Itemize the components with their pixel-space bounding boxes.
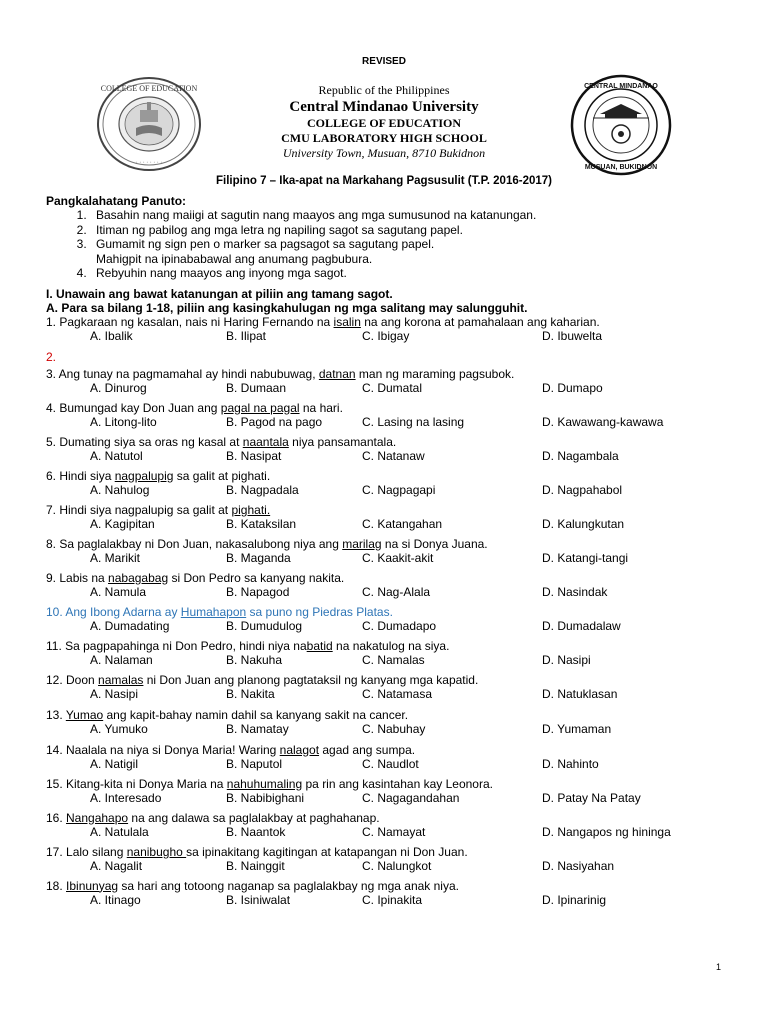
choice-d[interactable]: D. Nasiyahan: [542, 858, 615, 873]
answer-choices: [46, 893, 736, 907]
choice-b[interactable]: B. Napagod: [226, 584, 290, 599]
question-18: [46, 879, 736, 907]
question-list: [46, 315, 736, 907]
question-14: [46, 743, 736, 771]
question-stem: 12. Doon namalas ni Don Juan ang planong pagtataksil ng kanyang mga kapatid.: [46, 672, 479, 687]
question-3: [46, 367, 736, 395]
question-11: [46, 639, 736, 667]
choice-b[interactable]: B. Dumaan: [226, 380, 287, 395]
question-stem: 7. Hindi siya nagpalupig sa galit at pighati.: [46, 502, 271, 517]
college-name: COLLEGE OF EDUCATION: [306, 116, 462, 130]
instructions-heading: Pangkalahatang Panuto:: [46, 194, 187, 208]
section-heading: I. Unawain ang bawat katanungan at piliin ang tamang sagot.: [46, 286, 393, 301]
question-9: [46, 571, 736, 599]
choice-b[interactable]: B. Nabibighani: [226, 790, 305, 805]
choice-b[interactable]: B. Isiniwalat: [226, 892, 291, 907]
question-6: [46, 469, 736, 497]
answer-choices: [46, 585, 736, 599]
question-17: [46, 845, 736, 873]
choice-c[interactable]: C. Nag-Alala: [362, 584, 431, 599]
question-stem: 2.: [46, 349, 57, 364]
section-subheading: A. Para sa bilang 1-18, piliin ang kasingkahulugan ng mga salitang may salungguhit.: [46, 300, 528, 315]
choice-c[interactable]: C. Ibigay: [362, 328, 410, 343]
choice-d[interactable]: D. Kalungkutan: [542, 516, 625, 531]
question-stem: 8. Sa paglalakbay ni Don Juan, nakasalubong niya ang marilag na si Donya Juana.: [46, 536, 488, 551]
choice-b[interactable]: B. Nagpadala: [226, 482, 299, 497]
choice-a[interactable]: A. Nasipi: [90, 686, 139, 701]
choice-c[interactable]: C. Nalungkot: [362, 858, 432, 873]
answer-choices: [46, 791, 736, 805]
choice-b[interactable]: B. Naantok: [226, 824, 286, 839]
underlined-word: Humahapon: [180, 604, 247, 619]
choice-a[interactable]: A. Interesado: [90, 790, 162, 805]
underlined-word: isalin: [333, 314, 361, 329]
choice-d[interactable]: D. Nagambala: [542, 448, 619, 463]
instruction-item: 4. Rebyuhin nang maayos ang inyong mga sagot.: [90, 266, 736, 281]
question-5: [46, 435, 736, 463]
underlined-word: nalagot: [279, 742, 320, 757]
choice-c[interactable]: C. Dumadapo: [362, 618, 437, 633]
svg-text:COLLEGE OF EDUCATION: COLLEGE OF EDUCATION: [100, 84, 198, 93]
choice-a[interactable]: A. Dinurog: [90, 380, 147, 395]
choice-d[interactable]: D. Dumapo: [542, 380, 603, 395]
choice-a[interactable]: A. Marikit: [90, 550, 141, 565]
question-stem: 4. Bumungad kay Don Juan ang pagal na pagal na hari.: [46, 400, 343, 415]
choice-a[interactable]: A. Natutol: [90, 448, 143, 463]
answer-choices: [46, 483, 736, 497]
svg-text:MUSUAN, BUKIDNON: MUSUAN, BUKIDNON: [584, 164, 658, 171]
exam-title: Filipino 7 – Ika-apat na Markahang Pagsusulit (T.P. 2016-2017): [216, 175, 552, 187]
underlined-word: marilag: [342, 536, 382, 551]
answer-choices: [46, 415, 736, 429]
underlined-word: Yumao: [65, 707, 104, 722]
underlined-word: datnan: [318, 366, 356, 381]
choice-a[interactable]: A. Nahulog: [90, 482, 150, 497]
choice-c[interactable]: C. Nagpagapi: [362, 482, 436, 497]
college-of-education-seal: [96, 76, 202, 172]
choice-c[interactable]: C. Nabuhay: [362, 721, 426, 736]
answer-choices: [46, 551, 736, 565]
underlined-word: nahuhumaling: [226, 776, 303, 791]
underlined-word: nagpalupig: [114, 468, 174, 483]
answer-choices: [46, 757, 736, 771]
question-stem: 13. Yumao ang kapit-bahay namin dahil sa kanyang sakit na cancer.: [46, 707, 409, 722]
choice-a[interactable]: A. Nagalit: [90, 858, 143, 873]
choice-b[interactable]: B. Namatay: [226, 721, 289, 736]
question-stem: 15. Kitang-kita ni Donya Maria na nahuhumaling pa rin ang kasintahan kay Leonora.: [46, 776, 493, 791]
exam-body: [46, 194, 736, 907]
choice-a[interactable]: A. Dumadating: [90, 618, 170, 633]
instructions-list: [46, 208, 736, 281]
question-stem: 6. Hindi siya nagpalupig sa galit at pighati.: [46, 468, 271, 483]
choice-d[interactable]: D. Nangapos ng hininga: [542, 824, 671, 839]
page-number: 1: [716, 962, 722, 972]
choice-a[interactable]: A. Ibalik: [90, 328, 133, 343]
choice-d[interactable]: D. Kawawang-kawawa: [542, 414, 664, 429]
instruction-item: 1. Basahin nang maiigi at sagutin nang maayos ang mga sumusunod na katanungan.: [90, 208, 736, 223]
underlined-word: Nangahapo: [66, 810, 129, 825]
school-name: CMU LABORATORY HIGH SCHOOL: [281, 131, 487, 145]
choice-a[interactable]: A. Itinago: [90, 892, 141, 907]
choice-c[interactable]: C. Ipinakita: [362, 892, 423, 907]
choice-b[interactable]: B. Pagod na pago: [226, 414, 323, 429]
choice-b[interactable]: B. Kataksilan: [226, 516, 297, 531]
choice-d[interactable]: D. Nasipi: [542, 652, 591, 667]
underlined-word: namalas: [98, 672, 144, 687]
answer-choices: [46, 825, 736, 839]
question-stem: 10. Ang Ibong Adarna ay Humahapon sa puno ng Piedras Platas.: [46, 604, 393, 619]
choice-a[interactable]: A. Nalaman: [90, 652, 153, 667]
choice-c[interactable]: C. Naudlot: [362, 756, 419, 771]
choice-d[interactable]: D. Ipinarinig: [542, 892, 607, 907]
choice-c[interactable]: C. Natanaw: [362, 448, 425, 463]
choice-d[interactable]: D. Patay Na Patay: [542, 790, 641, 805]
choice-a[interactable]: A. Kagipitan: [90, 516, 155, 531]
question-stem: 16. Nangahapo na ang dalawa sa paglalakbay at paghahanap.: [46, 810, 380, 825]
question-1: [46, 315, 736, 343]
question-stem: 17. Lalo silang nanibugho sa ipinakitang kagitingan at katapangan ni Don Juan.: [46, 844, 468, 859]
instruction-item: 2. Itiman ng pabilog ang mga letra ng napiling sagot sa sagutang papel.: [90, 223, 736, 238]
choice-d[interactable]: D. Katangi-tangi: [542, 550, 629, 565]
question-stem: 14. Naalala na niya si Donya Maria! Waring nalagot agad ang sumpa.: [46, 742, 416, 757]
underlined-word: Ibinunyag: [66, 878, 119, 893]
choice-c[interactable]: C. Natamasa: [362, 686, 433, 701]
choice-c[interactable]: C. Namalas: [362, 652, 425, 667]
question-4: [46, 401, 736, 429]
choice-b[interactable]: B. Ilipat: [226, 328, 267, 343]
choice-d[interactable]: D. Nasindak: [542, 584, 608, 599]
question-stem: 11. Sa pagpapahinga ni Don Pedro, hindi niya nabatid na nakatulog na siya.: [46, 638, 450, 653]
underlined-word: nanibugho: [126, 844, 187, 859]
underlined-word: batid: [306, 638, 333, 653]
answer-choices: [46, 653, 736, 667]
answer-choices: [46, 619, 736, 633]
choice-d[interactable]: D. Yumaman: [542, 721, 612, 736]
choice-c[interactable]: C. Nagagandahan: [362, 790, 460, 805]
answer-choices: [46, 517, 736, 531]
choice-d[interactable]: D. Nahinto: [542, 756, 599, 771]
question-7: [46, 503, 736, 531]
choice-d[interactable]: D. Ibuwelta: [542, 328, 603, 343]
choice-b[interactable]: B. Nakita: [226, 686, 275, 701]
question-2: [46, 350, 736, 364]
choice-b[interactable]: B. Maganda: [226, 550, 291, 565]
republic-line: Republic of the Philippines: [318, 83, 450, 97]
choice-d[interactable]: D. Dumadalaw: [542, 618, 621, 633]
answer-choices: [46, 381, 736, 395]
revised-label: REVISED: [362, 56, 406, 67]
choice-c[interactable]: C. Lasing na lasing: [362, 414, 465, 429]
choice-a[interactable]: A. Natulala: [90, 824, 149, 839]
answer-choices: [46, 449, 736, 463]
answer-choices: [46, 687, 736, 701]
choice-b[interactable]: B. Nainggit: [226, 858, 285, 873]
choice-a[interactable]: A. Litong-lito: [90, 414, 157, 429]
question-8: [46, 537, 736, 565]
choice-c[interactable]: C. Namayat: [362, 824, 426, 839]
question-16: [46, 811, 736, 839]
choice-b[interactable]: B. Nakuha: [226, 652, 283, 667]
school-address: University Town, Musuan, 8710 Bukidnon: [282, 146, 486, 160]
answer-choices: [46, 722, 736, 736]
instruction-item: 3. Gumamit ng sign pen o marker sa pagsagot sa sagutang papel. Mahigpit na ipinababawal ang anumang pagbubura.: [90, 237, 736, 266]
underlined-word: nabagabag: [108, 570, 169, 585]
question-12: [46, 673, 736, 701]
question-10: [46, 605, 736, 633]
svg-text:· · · · · · · ·: · · · · · · · ·: [135, 160, 163, 166]
svg-text:CENTRAL MINDANAO: CENTRAL MINDANAO: [584, 83, 658, 90]
choice-a[interactable]: A. Natigil: [90, 756, 139, 771]
underlined-word: pighati.: [231, 502, 271, 517]
choice-b[interactable]: B. Dumudulog: [226, 618, 303, 633]
choice-b[interactable]: B. Nasipat: [226, 448, 282, 463]
underlined-word: pagal na pagal: [220, 400, 300, 415]
choice-c[interactable]: C. Katangahan: [362, 516, 443, 531]
choice-d[interactable]: D. Natuklasan: [542, 686, 618, 701]
answer-choices: [46, 859, 736, 873]
answer-choices: [46, 329, 736, 343]
question-stem: 9. Labis na nabagabag si Don Pedro sa kanyang nakita.: [46, 570, 345, 585]
question-13: [46, 708, 736, 736]
question-stem: 18. Ibinunyag sa hari ang totoong naganap sa paglalakbay ng mga anak niya.: [46, 878, 459, 893]
question-stem: 5. Dumating siya sa oras ng kasal at naantala niya pansamantala.: [46, 434, 397, 449]
choice-d[interactable]: D. Nagpahabol: [542, 482, 623, 497]
letterhead: [200, 82, 568, 160]
question-stem: 1. Pagkaraan ng kasalan, nais ni Haring Fernando na isalin na ang korona at pamahalaan ang kaharian.: [46, 314, 600, 329]
question-stem: 3. Ang tunay na pagmamahal ay hindi nabubuwag, datnan man ng maraming pagsubok.: [46, 366, 515, 381]
choice-a[interactable]: A. Namula: [90, 584, 147, 599]
choice-c[interactable]: C. Kaakit-akit: [362, 550, 434, 565]
underlined-word: naantala: [242, 434, 289, 449]
question-15: [46, 777, 736, 805]
choice-b[interactable]: B. Naputol: [226, 756, 283, 771]
cmu-laboratory-high-school-seal: [570, 74, 672, 176]
choice-a[interactable]: A. Yumuko: [90, 721, 148, 736]
university-name: Central Mindanao University: [289, 99, 479, 115]
choice-c[interactable]: C. Dumatal: [362, 380, 423, 395]
